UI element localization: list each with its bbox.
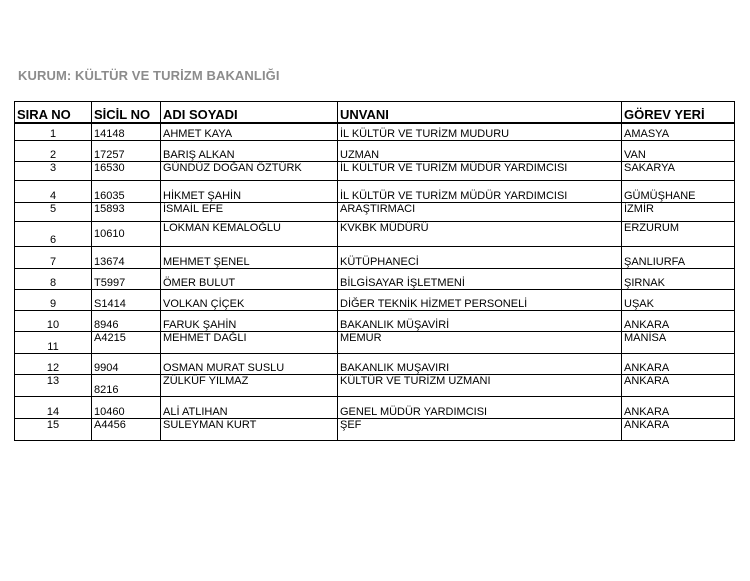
personnel-table — [14, 101, 735, 441]
cell-sicil-no: T5997 — [92, 269, 161, 290]
cell-gorev-yeri: ŞANLIURFA — [622, 247, 735, 269]
cell-gorev-yeri: ŞIRNAK — [622, 269, 735, 290]
cell-adi-soyadi: SULEYMAN KURT — [161, 419, 338, 441]
cell-gorev-yeri: ANKARA — [622, 397, 735, 419]
cell-unvani: DİĞER TEKNİK HİZMET PERSONELİ — [338, 290, 622, 311]
cell-sira-no: 11 — [15, 332, 92, 354]
cell-unvani: MEMUR — [338, 332, 622, 354]
table-header-row — [15, 102, 735, 124]
cell-sicil-no: 16035 — [92, 181, 161, 203]
cell-unvani: İL KÜLTÜR VE TURİZM MUDURU — [338, 123, 622, 141]
cell-sira-no: 15 — [15, 419, 92, 441]
cell-adi-soyadi: MEHMET ŞENEL — [161, 247, 338, 269]
cell-adi-soyadi: HİKMET ŞAHİN — [161, 181, 338, 203]
cell-adi-soyadi: MEHMET DAĞLI — [161, 332, 338, 354]
cell-sira-no: 10 — [15, 311, 92, 332]
cell-adi-soyadi: AHMET KAYA — [161, 123, 338, 141]
cell-sira-no: 9 — [15, 290, 92, 311]
table-row — [15, 162, 735, 181]
cell-adi-soyadi: OSMAN MURAT SUSLU — [161, 354, 338, 375]
table-row — [15, 290, 735, 311]
cell-sira-no: 13 — [15, 375, 92, 397]
cell-unvani: ŞEF — [338, 419, 622, 441]
cell-unvani: BİLGİSAYAR İŞLETMENİ — [338, 269, 622, 290]
cell-gorev-yeri: ANKARA — [622, 419, 735, 441]
table-row — [15, 397, 735, 419]
table-row — [15, 123, 735, 141]
cell-sicil-no: S1414 — [92, 290, 161, 311]
cell-sicil-no: 13674 — [92, 247, 161, 269]
cell-unvani: UZMAN — [338, 141, 622, 162]
cell-sicil-no: 17257 — [92, 141, 161, 162]
cell-gorev-yeri: GÜMÜŞHANE — [622, 181, 735, 203]
cell-unvani: ARAŞTIRMACI — [338, 203, 622, 222]
cell-sicil-no: 14148 — [92, 123, 161, 141]
cell-adi-soyadi: ALİ ATLIHAN — [161, 397, 338, 419]
table-row — [15, 354, 735, 375]
cell-gorev-yeri: ANKARA — [622, 375, 735, 397]
col-header-unvani: UNVANI — [338, 102, 622, 124]
kurum-title: KURUM: KÜLTÜR VE TURİZM BAKANLIĞI — [18, 68, 280, 83]
cell-sicil-no: 15893 — [92, 203, 161, 222]
table-row — [15, 203, 735, 222]
table-row — [15, 269, 735, 290]
table-row — [15, 141, 735, 162]
cell-sira-no: 12 — [15, 354, 92, 375]
cell-sicil-no: 8946 — [92, 311, 161, 332]
table-row — [15, 332, 735, 354]
cell-unvani: İL KÜLTÜR VE TURİZM MÜDÜR YARDIMCISI — [338, 162, 622, 181]
cell-adi-soyadi: BARIŞ ALKAN — [161, 141, 338, 162]
table-row — [15, 311, 735, 332]
cell-unvani: GENEL MÜDÜR YARDIMCISI — [338, 397, 622, 419]
cell-unvani: BAKANLIK MÜŞAVİRİ — [338, 311, 622, 332]
cell-sira-no: 14 — [15, 397, 92, 419]
table-row — [15, 181, 735, 203]
cell-sicil-no: 10460 — [92, 397, 161, 419]
cell-sicil-no: A4215 — [92, 332, 161, 354]
cell-gorev-yeri: ANKARA — [622, 311, 735, 332]
cell-sira-no: 1 — [15, 123, 92, 141]
cell-unvani: KVKBK MÜDÜRÜ — [338, 222, 622, 247]
cell-gorev-yeri: VAN — [622, 141, 735, 162]
cell-sicil-no: 9904 — [92, 354, 161, 375]
cell-gorev-yeri: SAKARYA — [622, 162, 735, 181]
cell-sicil-no: 10610 — [92, 222, 161, 247]
col-header-adi-soyadi: ADI SOYADI — [161, 102, 338, 124]
cell-unvani: İL KÜLTÜR VE TURİZM MÜDÜR YARDIMCISI — [338, 181, 622, 203]
cell-sira-no: 2 — [15, 141, 92, 162]
cell-adi-soyadi: İSMAİL EFE — [161, 203, 338, 222]
table-row — [15, 419, 735, 441]
cell-gorev-yeri: UŞAK — [622, 290, 735, 311]
cell-adi-soyadi: VOLKAN ÇİÇEK — [161, 290, 338, 311]
cell-sira-no: 5 — [15, 203, 92, 222]
cell-sicil-no: A4456 — [92, 419, 161, 441]
table-row — [15, 222, 735, 247]
table-row — [15, 247, 735, 269]
table-row — [15, 375, 735, 397]
col-header-sicil-no: SİCİL NO — [92, 102, 161, 124]
cell-adi-soyadi: LOKMAN KEMALOĞLU — [161, 222, 338, 247]
cell-sira-no: 6 — [15, 222, 92, 247]
cell-gorev-yeri: ERZURUM — [622, 222, 735, 247]
cell-adi-soyadi: GÜNDÜZ DOĞAN ÖZTÜRK — [161, 162, 338, 181]
cell-unvani: KÜTÜPHANECİ — [338, 247, 622, 269]
cell-gorev-yeri: MANİSA — [622, 332, 735, 354]
cell-unvani: KÜLTÜR VE TURİZM UZMANI — [338, 375, 622, 397]
cell-adi-soyadi: ZÜLKÜF YILMAZ — [161, 375, 338, 397]
cell-adi-soyadi: FARUK ŞAHİN — [161, 311, 338, 332]
cell-sira-no: 3 — [15, 162, 92, 181]
cell-sira-no: 8 — [15, 269, 92, 290]
cell-adi-soyadi: ÖMER BULUT — [161, 269, 338, 290]
cell-unvani: BAKANLIK MUŞAVIRI — [338, 354, 622, 375]
cell-sira-no: 7 — [15, 247, 92, 269]
cell-gorev-yeri: AMASYA — [622, 123, 735, 141]
cell-sira-no: 4 — [15, 181, 92, 203]
col-header-sira-no: SIRA NO — [15, 102, 92, 124]
col-header-gorev-yeri: GÖREV YERİ — [622, 102, 735, 124]
cell-sicil-no: 8216 — [92, 375, 161, 397]
cell-gorev-yeri: ANKARA — [622, 354, 735, 375]
cell-gorev-yeri: İZMİR — [622, 203, 735, 222]
cell-sicil-no: 16530 — [92, 162, 161, 181]
